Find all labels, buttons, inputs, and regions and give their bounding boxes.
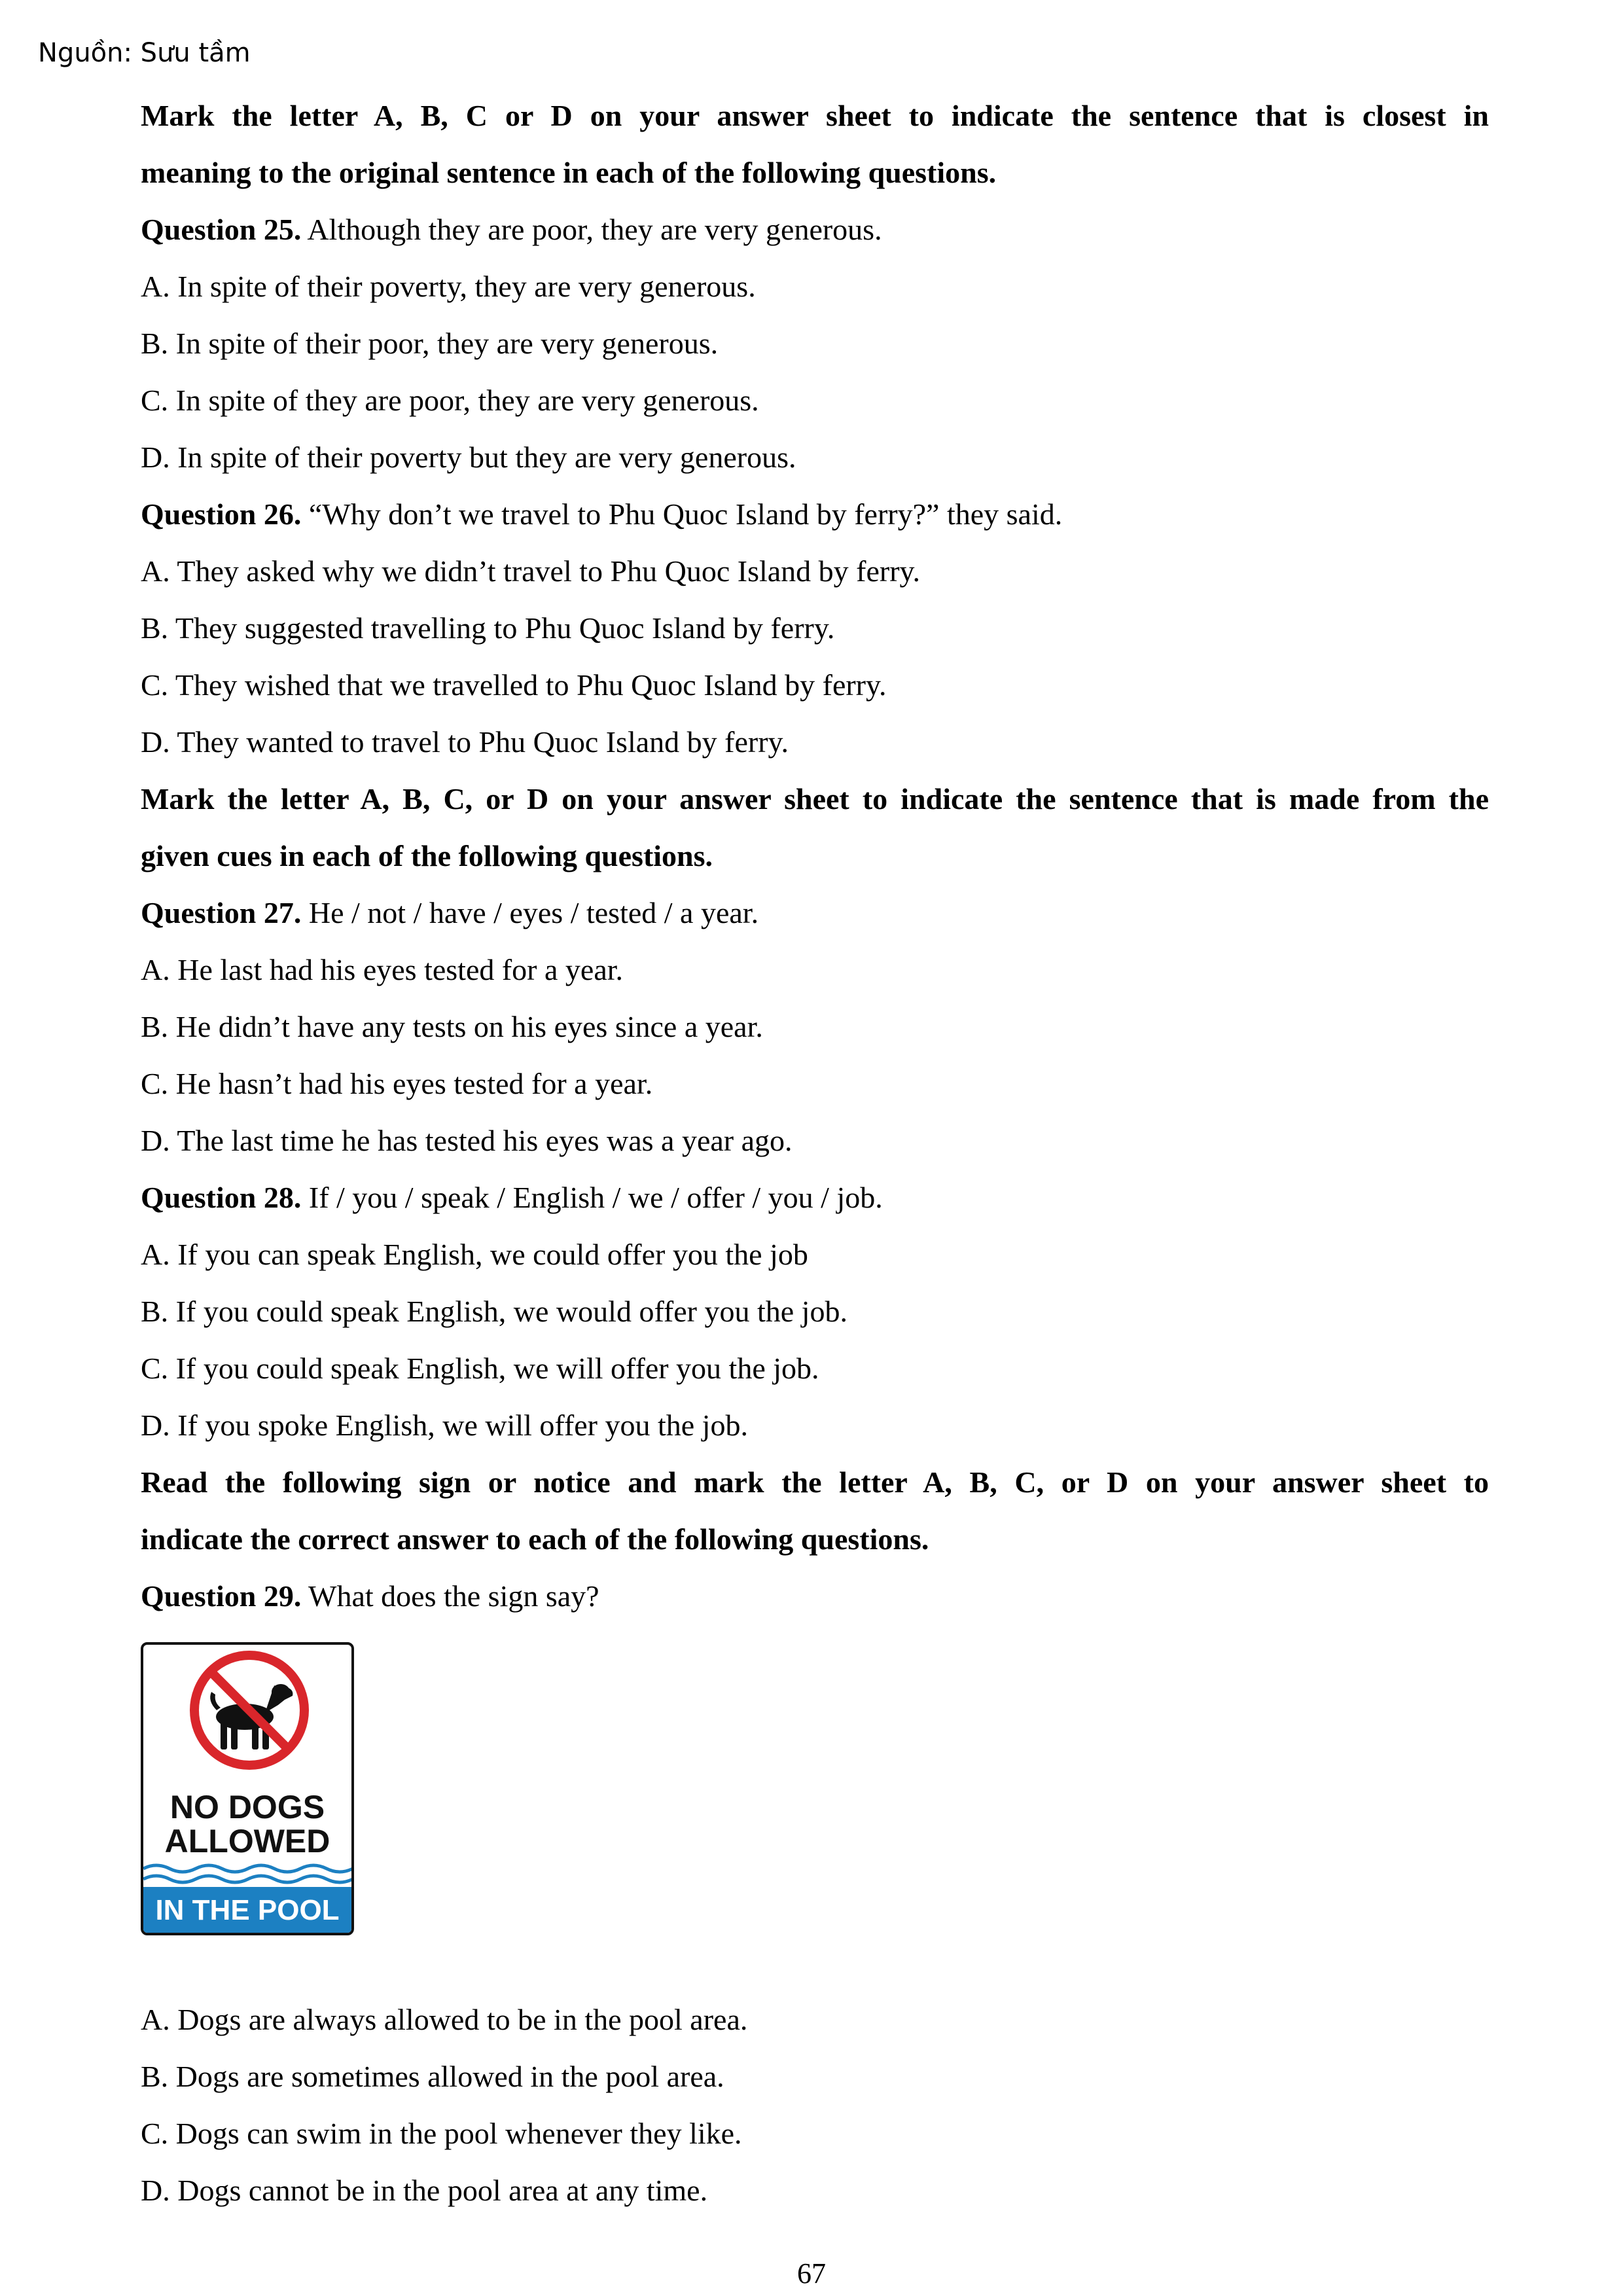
q28-option-a: A. If you can speak English, we could offer you the job bbox=[141, 1238, 808, 1271]
page-number: 67 bbox=[797, 2257, 826, 2289]
section1-instruction-line1: Mark the letter A, B, C or D on your answer sheet to indicate the sentence that is closest in bbox=[141, 99, 1489, 132]
question-29 bbox=[141, 1577, 1489, 1634]
document-body bbox=[141, 97, 1489, 2229]
sign-line-2: ALLOWED bbox=[164, 1823, 330, 1859]
section2-instruction-line1: Mark the letter A, B, C, or D on your answer sheet to indicate the sentence that is made from the bbox=[141, 782, 1489, 816]
question-text: If / you / speak / English / we / offer / you / job. bbox=[301, 1181, 883, 1214]
question-26 bbox=[141, 495, 1489, 552]
q26-option-c: C. They wished that we travelled to Phu Quoc Island by ferry. bbox=[141, 668, 887, 702]
q26-option-b: B. They suggested travelling to Phu Quoc Island by ferry. bbox=[141, 611, 835, 645]
q27-option-a: A. He last had his eyes tested for a year. bbox=[141, 953, 624, 986]
q27-option-d: D. The last time he has tested his eyes was a year ago. bbox=[141, 1124, 793, 1157]
section3-instruction-line1: Read the following sign or notice and mark the letter A, B, C, or D on your answer sheet to bbox=[141, 1465, 1489, 1499]
no-dogs-icon bbox=[143, 1645, 351, 1776]
q25-option-b: B. In spite of their poor, they are very generous. bbox=[141, 327, 719, 360]
question-text: Although they are poor, they are very generous. bbox=[301, 213, 882, 246]
q26-option-d: D. They wanted to travel to Phu Quoc Island by ferry. bbox=[141, 725, 789, 759]
sign-pool-banner: IN THE POOL bbox=[143, 1887, 351, 1933]
question-number: Question 28. bbox=[141, 1181, 302, 1214]
q29-option-d: D. Dogs cannot be in the pool area at any time. bbox=[141, 2174, 708, 2207]
question-28 bbox=[141, 1179, 1489, 1236]
q28-option-b: B. If you could speak English, we would offer you the job. bbox=[141, 1295, 847, 1328]
q27-option-c: C. He hasn’t had his eyes tested for a year. bbox=[141, 1067, 653, 1100]
q28-option-d: D. If you spoke English, we will offer you the job. bbox=[141, 1408, 748, 1442]
question-number: Question 25. bbox=[141, 213, 302, 246]
q29-option-b: B. Dogs are sometimes allowed in the pool area. bbox=[141, 2060, 724, 2093]
q29-option-a: A. Dogs are always allowed to be in the pool area. bbox=[141, 2003, 748, 2036]
question-number: Question 27. bbox=[141, 896, 302, 929]
question-27 bbox=[141, 894, 1489, 951]
q25-option-c: C. In spite of they are poor, they are very generous. bbox=[141, 384, 759, 417]
q29-option-c: C. Dogs can swim in the pool whenever they like. bbox=[141, 2117, 742, 2150]
sign-line-1: NO DOGS bbox=[169, 1789, 325, 1825]
question-25 bbox=[141, 211, 1489, 268]
q25-option-d: D. In spite of their poverty but they are very generous. bbox=[141, 440, 796, 474]
q26-option-a: A. They asked why we didn’t travel to Phu Quoc Island by ferry. bbox=[141, 554, 921, 588]
q27-option-b: B. He didn’t have any tests on his eyes since a year. bbox=[141, 1010, 763, 1043]
section2-instruction-line2: given cues in each of the following questions. bbox=[141, 839, 713, 872]
q25-option-a: A. In spite of their poverty, they are very generous. bbox=[141, 270, 756, 303]
question-number: Question 26. bbox=[141, 497, 302, 531]
question-number: Question 29. bbox=[141, 1579, 302, 1613]
wave-lines-icon bbox=[143, 1862, 351, 1888]
question-text: What does the sign say? bbox=[301, 1579, 599, 1613]
section1-instruction-line2: meaning to the original sentence in each of the following questions. bbox=[141, 156, 997, 189]
question-text: “Why don’t we travel to Phu Quoc Island by ferry?” they said. bbox=[301, 497, 1063, 531]
no-dogs-sign bbox=[141, 1642, 354, 1935]
source-note: Nguồn: Sưu tầm bbox=[38, 38, 251, 68]
q28-option-c: C. If you could speak English, we will offer you the job. bbox=[141, 1352, 819, 1385]
section3-instruction-line2: indicate the correct answer to each of the following questions. bbox=[141, 1522, 929, 1556]
sign-container bbox=[141, 1634, 1489, 2001]
question-text: He / not / have / eyes / tested / a year. bbox=[301, 896, 759, 929]
